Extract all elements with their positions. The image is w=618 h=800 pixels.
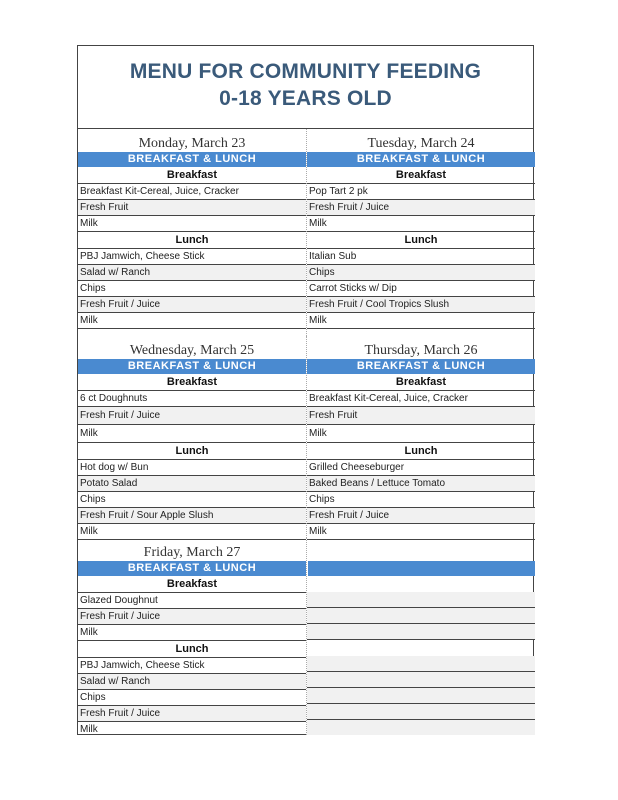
menu-item: Pop Tart 2 pk xyxy=(307,184,535,200)
empty-cell xyxy=(307,656,535,672)
menu-item: Chips xyxy=(307,265,535,281)
menu-item: 6 ct Doughnuts xyxy=(78,391,306,407)
menu-item: Fresh Fruit / Juice xyxy=(307,200,535,216)
menu-item: Milk xyxy=(307,216,535,232)
menu-item: Fresh Fruit / Juice xyxy=(78,407,306,425)
menu-item: Chips xyxy=(78,690,306,706)
day-date: Friday, March 27 xyxy=(143,545,241,560)
lunch-heading: Lunch xyxy=(78,232,306,249)
menu-item: Grilled Cheeseburger xyxy=(307,460,535,476)
breakfast-heading: Breakfast xyxy=(78,374,306,391)
menu-item: Breakfast Kit-Cereal, Juice, Cracker xyxy=(78,184,306,200)
empty-cell xyxy=(307,608,535,624)
empty-cell xyxy=(307,576,535,592)
title-line-2: 0-18 YEARS OLD xyxy=(219,87,392,110)
lunch-heading: Lunch xyxy=(78,641,306,658)
empty-cell xyxy=(307,624,535,640)
menu-item: Italian Sub xyxy=(307,249,535,265)
menu-item: Milk xyxy=(78,425,306,443)
day-monday xyxy=(78,129,306,329)
menu-item: PBJ Jamwich, Cheese Stick xyxy=(78,658,306,674)
menu-item: Milk xyxy=(307,524,535,540)
breakfast-heading: Breakfast xyxy=(78,167,306,184)
menu-item: Fresh Fruit / Juice xyxy=(78,706,306,722)
day-date: Wednesday, March 25 xyxy=(129,343,255,358)
menu-item: Milk xyxy=(307,313,535,329)
empty-cell xyxy=(307,720,535,735)
menu-item: Chips xyxy=(78,281,306,297)
menu-item: Hot dog w/ Bun xyxy=(78,460,306,476)
empty-cell xyxy=(307,672,535,688)
meal-banner: BREAKFAST & LUNCH xyxy=(78,561,306,576)
meal-banner: BREAKFAST & LUNCH xyxy=(78,359,306,374)
meal-banner: BREAKFAST & LUNCH xyxy=(78,152,306,167)
menu-item: Milk xyxy=(78,625,306,641)
menu-item: Breakfast Kit-Cereal, Juice, Cracker xyxy=(307,391,535,407)
menu-item: Potato Salad xyxy=(78,476,306,492)
empty-cell xyxy=(307,688,535,704)
breakfast-heading: Breakfast xyxy=(307,374,535,391)
menu-item: Chips xyxy=(307,492,535,508)
menu-item: Fresh Fruit / Juice xyxy=(307,508,535,524)
menu-item: Carrot Sticks w/ Dip xyxy=(307,281,535,297)
menu-item: Fresh Fruit / Juice xyxy=(78,609,306,625)
menu-item: Baked Beans / Lettuce Tomato xyxy=(307,476,535,492)
title-line-1: MENU FOR COMMUNITY FEEDING xyxy=(129,60,482,83)
empty-cell xyxy=(307,640,535,656)
breakfast-heading: Breakfast xyxy=(307,167,535,184)
day-tuesday xyxy=(307,129,535,329)
menu-item: Fresh Fruit xyxy=(307,407,535,425)
empty-cell xyxy=(307,592,535,608)
menu-item: Milk xyxy=(78,313,306,329)
menu-item: Chips xyxy=(78,492,306,508)
day-wednesday xyxy=(78,336,306,540)
meal-banner-empty xyxy=(307,561,535,576)
menu-item: Fresh Fruit xyxy=(78,200,306,216)
empty-date-cell xyxy=(307,538,535,561)
meal-banner: BREAKFAST & LUNCH xyxy=(307,359,535,374)
empty-cell xyxy=(307,704,535,720)
day-friday xyxy=(78,538,306,737)
menu-item: Milk xyxy=(307,425,535,443)
lunch-heading: Lunch xyxy=(78,443,306,460)
breakfast-heading: Breakfast xyxy=(78,576,306,593)
menu-item: Salad w/ Ranch xyxy=(78,674,306,690)
menu-item: Glazed Doughnut xyxy=(78,593,306,609)
page-title xyxy=(78,58,533,112)
menu-item: Salad w/ Ranch xyxy=(78,265,306,281)
menu-item: Fresh Fruit / Juice xyxy=(78,297,306,313)
menu-item: PBJ Jamwich, Cheese Stick xyxy=(78,249,306,265)
lunch-heading: Lunch xyxy=(307,443,535,460)
day-date: Tuesday, March 24 xyxy=(367,136,475,151)
menu-item: Milk xyxy=(80,724,98,735)
day-thursday xyxy=(307,336,535,540)
menu-item: Milk xyxy=(78,524,306,540)
day-date: Thursday, March 26 xyxy=(364,343,478,358)
meal-banner: BREAKFAST & LUNCH xyxy=(307,152,535,167)
menu-item: Fresh Fruit / Sour Apple Slush xyxy=(78,508,306,524)
empty-day-slot xyxy=(307,538,535,735)
day-date: Monday, March 23 xyxy=(138,136,246,151)
menu-item: Milk xyxy=(78,216,306,232)
menu-item: Fresh Fruit / Cool Tropics Slush xyxy=(307,297,535,313)
menu-document xyxy=(77,45,534,735)
lunch-heading: Lunch xyxy=(307,232,535,249)
